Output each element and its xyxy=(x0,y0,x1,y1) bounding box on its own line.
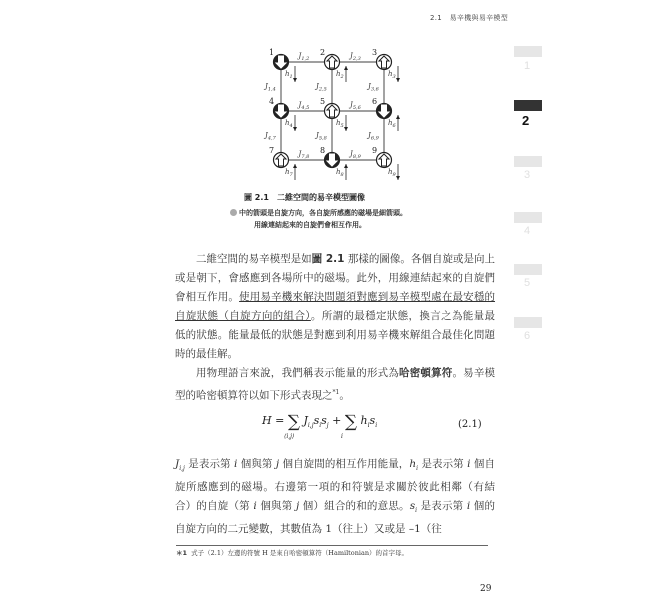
sum-subscript-pairs: ⟨i,j⟩ xyxy=(284,433,295,440)
chapter-tab-number: 4 xyxy=(524,225,531,237)
field-label: $h_1$ xyxy=(285,70,293,80)
var: s xyxy=(409,500,416,513)
figure-caption xyxy=(244,192,365,203)
figure-note xyxy=(230,207,407,231)
text: 個與第 xyxy=(256,500,296,513)
field-down-arrow-icon xyxy=(293,127,297,131)
coupling-label: $J_{3,6}$ xyxy=(368,82,379,93)
paragraph-hamiltonian xyxy=(175,364,495,406)
text: 是表示第 xyxy=(418,458,468,470)
field-label: $h_8$ xyxy=(336,168,344,178)
node-number: 4 xyxy=(269,97,275,106)
text: 個自旋間的相互作用能量， xyxy=(279,458,410,470)
field-down-arrow-icon xyxy=(344,127,348,131)
node-number: 5 xyxy=(320,97,326,106)
node-number: 2 xyxy=(320,48,326,57)
footnote xyxy=(176,548,408,557)
text: 是表示第 xyxy=(184,458,234,470)
field-label: $h_5$ xyxy=(336,119,344,129)
field-label: $h_6$ xyxy=(388,119,396,129)
chapter-tab-number: 1 xyxy=(524,60,531,72)
text: 二維空間的易辛模型是如 xyxy=(196,253,312,265)
var: J xyxy=(175,458,180,470)
var: i xyxy=(415,507,418,515)
coupling-label: $J_{5,6}$ xyxy=(350,101,361,111)
eq-spin-symbol: s xyxy=(313,414,320,427)
field-label: $h_7$ xyxy=(285,168,293,178)
footnote-marker: ＊1 xyxy=(176,549,188,557)
var: h xyxy=(409,458,417,470)
coupling-label: $J_{4,7}$ xyxy=(265,131,276,142)
paragraph-variable-definitions xyxy=(175,455,495,539)
header-section: 2.1 xyxy=(430,14,443,22)
node-number: 7 xyxy=(269,146,275,155)
figure-note-line1: 中的箭頭是自旋方向，各自旋所感應的磁場是細箭頭。 xyxy=(239,209,407,217)
figure-title: 二維空間的易辛模型圖像 xyxy=(276,193,365,202)
field-label: $h_9$ xyxy=(388,168,396,178)
coupling-label: $J_{2,5}$ xyxy=(316,82,327,93)
text: 個）組合的和的意思。 xyxy=(299,500,410,513)
term-hamiltonian: 哈密頓算符 xyxy=(399,367,453,379)
field-label: $h_4$ xyxy=(285,119,293,129)
coupling-label: $J_{2,3}$ xyxy=(350,52,361,62)
var: j xyxy=(275,458,280,470)
chapter-tab-number: 3 xyxy=(524,169,531,181)
node-number: 9 xyxy=(372,146,378,155)
text: 用物理語言來說，我們稱表示能量的形式為 xyxy=(196,367,400,379)
sum-symbol: ∑ xyxy=(344,412,358,432)
coupling-label: $J_{5,8}$ xyxy=(316,131,327,142)
footnote-mark: *1 xyxy=(332,389,340,396)
field-up-arrow-icon xyxy=(344,66,348,70)
field-down-arrow-icon xyxy=(396,78,400,82)
figure-reference: 圖 2.1 xyxy=(311,253,345,265)
coupling-label: $J_{1,4}$ xyxy=(265,82,276,93)
eq-lhs: H xyxy=(262,414,272,427)
figure-label: 圖 2.1 xyxy=(244,193,269,202)
equation-2-1: H = ∑ $J_{i,j}s_is_j$ + ∑ $h_is_i$ xyxy=(262,412,378,432)
text: 個的自旋方向的二元變數，其數值為 1（往上）又或是 –1（往 xyxy=(175,500,495,536)
text: 是表示第 xyxy=(417,500,467,513)
figure-note-line2: 用線連結起來的自旋們會相互作用。 xyxy=(254,221,366,229)
equation-number: (2.1) xyxy=(458,419,482,430)
coupling-label: $J_{7,8}$ xyxy=(298,150,310,160)
node-number: 1 xyxy=(269,48,275,57)
text: 。所謂的最穩定狀態，換言之為能量最低的狀態。能量最低的狀態是對應到利用易辛機來解組合最佳化問題時的最佳解。 xyxy=(175,310,496,360)
text: 。易辛模型的哈密頓算符以如下形式表現之 xyxy=(175,367,496,402)
coupling-label: $J_{1,2}$ xyxy=(298,52,310,62)
text: 個與第 xyxy=(237,458,276,470)
field-down-arrow-icon xyxy=(396,176,400,180)
eq-field-symbol: h xyxy=(360,414,368,427)
page-number: 29 xyxy=(480,584,492,594)
field-up-arrow-icon xyxy=(396,115,400,119)
text: 那樣的圖像。各個自旋或是向上或是朝下，會感應到各場所中的磁場。此外，用線連結起來的自旋們會相互作用。 xyxy=(175,253,496,303)
field-label: $h_3$ xyxy=(388,70,396,80)
paragraph-ising-description xyxy=(175,250,495,364)
eq-coupling-symbol: J xyxy=(303,414,308,427)
footnote-text: 式子（2.1）左邊的符號 H 是來自哈密頓算符（Hamiltonian）的首字母。 xyxy=(191,549,409,557)
chapter-tab-number: 5 xyxy=(524,277,531,289)
header-title: 易辛機與易辛模型 xyxy=(449,14,509,22)
field-up-arrow-icon xyxy=(344,164,348,168)
field-label: $h_2$ xyxy=(336,70,344,80)
var: i xyxy=(234,458,238,470)
var: i xyxy=(467,458,471,470)
node-number: 6 xyxy=(372,97,378,106)
var: i xyxy=(466,500,471,513)
sum-subscript-i: i xyxy=(341,433,343,440)
coupling-label: $J_{6,9}$ xyxy=(368,131,379,142)
var: i,j xyxy=(179,465,185,473)
chapter-tab-number: 2 xyxy=(522,113,530,128)
coupling-label: $J_{8,9}$ xyxy=(350,150,361,160)
footnote-rule xyxy=(176,545,488,546)
coupling-label: $J_{4,5}$ xyxy=(298,101,310,111)
var: i xyxy=(253,500,257,513)
bullet-icon xyxy=(230,209,237,216)
eq-coupling-subscript: i,j xyxy=(307,422,314,430)
var: j xyxy=(295,500,300,513)
chapter-tab-number: 6 xyxy=(524,330,531,342)
node-number: 8 xyxy=(320,146,326,155)
field-down-arrow-icon xyxy=(293,78,297,82)
underlined-text: 使用易辛機來解決問題須對應到易辛模型處在最安穩的自旋狀態（自旋方向的組合） xyxy=(175,291,496,322)
text: 。 xyxy=(339,389,350,402)
field-up-arrow-icon xyxy=(293,164,297,168)
sum-symbol: ∑ xyxy=(287,412,300,432)
var: i xyxy=(416,465,419,473)
node-number: 3 xyxy=(372,48,378,57)
text: 個自旋所感應到的磁場。右邊第一項的和符號是求關於彼此相鄰（有結合）的自旋（第 xyxy=(175,458,495,513)
